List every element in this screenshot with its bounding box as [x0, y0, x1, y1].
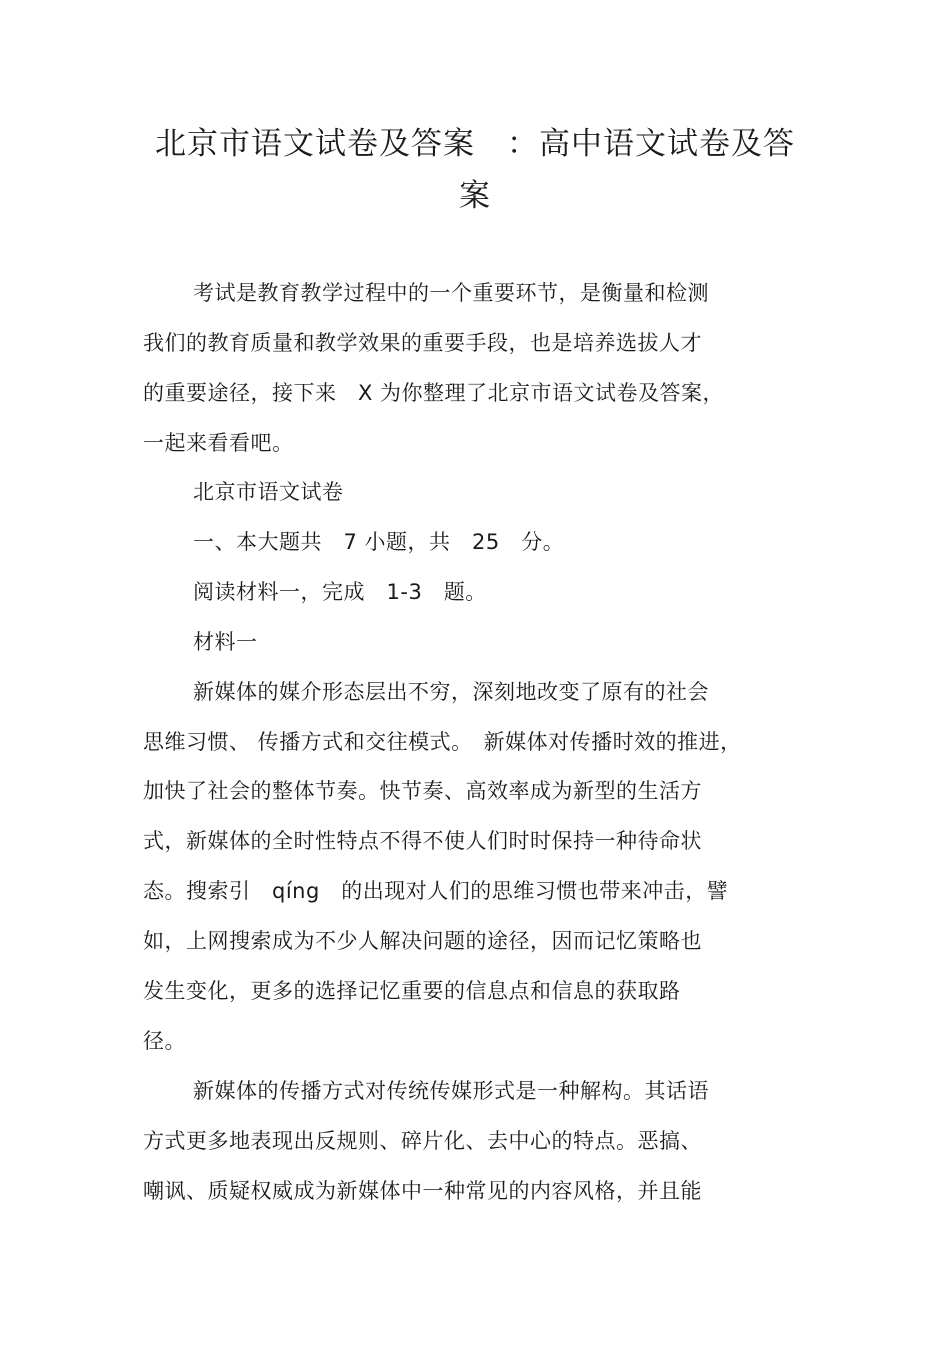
intro-paragraph-line-3: 的重要途径，接下来 X 为你整理了北京市语文试卷及答案， — [143, 381, 725, 405]
intro-paragraph-line-1: 考试是教育教学过程中的一个重要环节，是衡量和检测 — [193, 281, 709, 305]
material-paragraph-1-line-3: 加快了社会的整体节奏。快节奏、高效率成为新型的生活方 — [143, 779, 702, 803]
material-paragraph-2-line-2: 方式更多地表现出反规则、碎片化、去中心的特点。恶搞、 — [143, 1129, 702, 1153]
material-paragraph-2-line-1: 新媒体的传播方式对传统传媒形式是一种解构。其话语 — [193, 1079, 709, 1103]
material-paragraph-1-line-5: 态。搜索引 qíng 的出现对人们的思维习惯也带来冲击，譬 — [143, 879, 729, 903]
material-paragraph-1-line-1: 新媒体的媒介形态层出不穷，深刻地改变了原有的社会 — [193, 680, 709, 704]
intro-paragraph-line-4: 一起来看看吧。 — [143, 431, 294, 455]
document-title — [120, 118, 830, 222]
title-line-2: 案 — [459, 178, 491, 214]
material-paragraph-1-line-8: 径。 — [143, 1029, 186, 1053]
reading-instruction: 阅读材料一，完成 1-3 题。 — [193, 580, 487, 604]
section-heading: 北京市语文试卷 — [193, 480, 344, 504]
material-heading: 材料一 — [193, 630, 258, 654]
material-paragraph-1-line-7: 发生变化，更多的选择记忆重要的信息点和信息的获取路 — [143, 979, 681, 1003]
material-paragraph-1-line-2: 思维习惯、 传播方式和交往模式。 新媒体对传播时效的推进， — [143, 730, 742, 754]
question-group-heading: 一、本大题共 7 小题，共 25 分。 — [193, 530, 565, 554]
material-paragraph-1-line-6: 如，上网搜索成为不少人解决问题的途径，因而记忆策略也 — [143, 929, 702, 953]
title-line-1: 北京市语文试卷及答案 ：高中语文试卷及答 — [155, 126, 795, 162]
material-paragraph-2-line-3: 嘲讽、质疑权威成为新媒体中一种常见的内容风格，并且能 — [143, 1179, 702, 1203]
material-paragraph-1-line-4: 式，新媒体的全时性特点不得不使人们时时保持一种待命状 — [143, 829, 702, 853]
intro-paragraph-line-2: 我们的教育质量和教学效果的重要手段，也是培养选拔人才 — [143, 331, 702, 355]
